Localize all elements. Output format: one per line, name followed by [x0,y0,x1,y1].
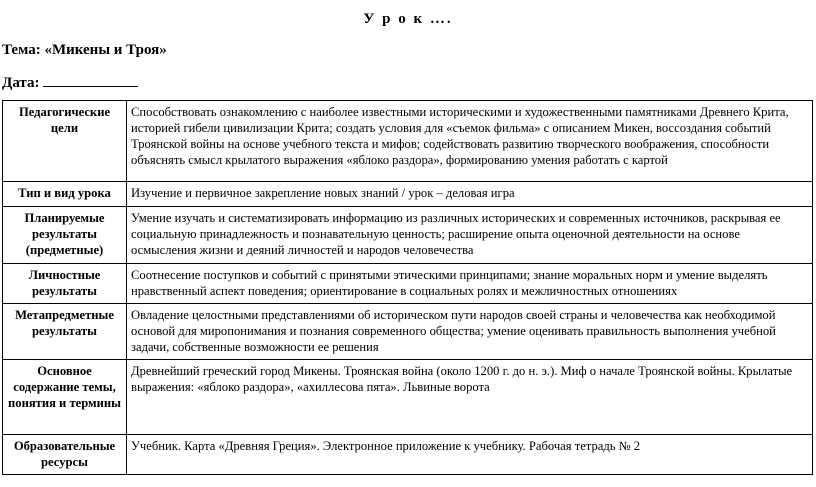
date-blank-field [43,72,138,87]
row-label-main-content: Основное содержание темы, понятия и термины [3,360,127,435]
row-label-educational-resources: Образовательные ресурсы [3,435,127,475]
row-content-lesson-type: Изучение и первичное закрепление новых знаний / урок – деловая игра [127,182,813,207]
row-content-educational-resources: Учебник. Карта «Древняя Греция». Электронное приложение к учебнику. Рабочая тетрадь № 2 [127,435,813,475]
table-row [3,435,813,475]
row-content-metasubject-results: Овладение целостными представлениями об историческом пути народов своей страны и человечества как необходимой основой для миропонимания и познания современного общества; умение оценивать правильность выполнения учебной задачи, собственные возможности ее решения [127,304,813,360]
lesson-plan-table [2,100,813,475]
row-content-main-content: Древнейший греческий город Микены. Троянская война (около 1200 г. до н. э.). Миф о начале Троянской войны. Крылатые выражения: «яблоко раздора», «ахиллесова пята». Львиные ворота [127,360,813,435]
table-row [3,207,813,264]
table-row [3,264,813,304]
row-label-pedagogical-goals: Педагогические цели [3,101,127,182]
row-content-pedagogical-goals: Способствовать ознакомлению с наиболее известными историческими и художественными памятниками Древнего Крита, историей гибели цивилизации Крита; создать условия для «съемок фильма» с описанием Микен, воссоздания событий Троянской войны на основе учебного текста и мифов; содействовать развитию творческого воображения, способности объяснять смысл крылатого выражения «яблоко раздора», формированию умения работать с картой [127,101,813,182]
document-title: У р о к …. [363,11,453,27]
row-content-personal-results: Соотнесение поступков и событий с принятыми этическими принципами; знание моральных норм и умение выделять нравственный аспект поведения; ориентирование в социальных ролях и межличностных отношениях [127,264,813,304]
date-label: Дата: [2,75,40,91]
table-row [3,101,813,182]
row-label-metasubject-results: Метапредметные результаты [3,304,127,360]
row-label-subject-results: Планируемые результаты (предметные) [3,207,127,264]
table-row [3,304,813,360]
lesson-date-line [2,72,138,92]
row-label-lesson-type: Тип и вид урока [3,182,127,207]
lesson-topic: Тема: «Микены и Троя» [2,42,167,58]
table-row [3,182,813,207]
row-label-personal-results: Личностные результаты [3,264,127,304]
table-row [3,360,813,435]
row-content-subject-results: Умение изучать и систематизировать информацию из различных исторических и современных источников, раскрывая ее социальную принадлежность и познавательную ценность; расширение опыта оценочной деятельности на основе осмысления жизни и деяний личностей и народов человечества [127,207,813,264]
